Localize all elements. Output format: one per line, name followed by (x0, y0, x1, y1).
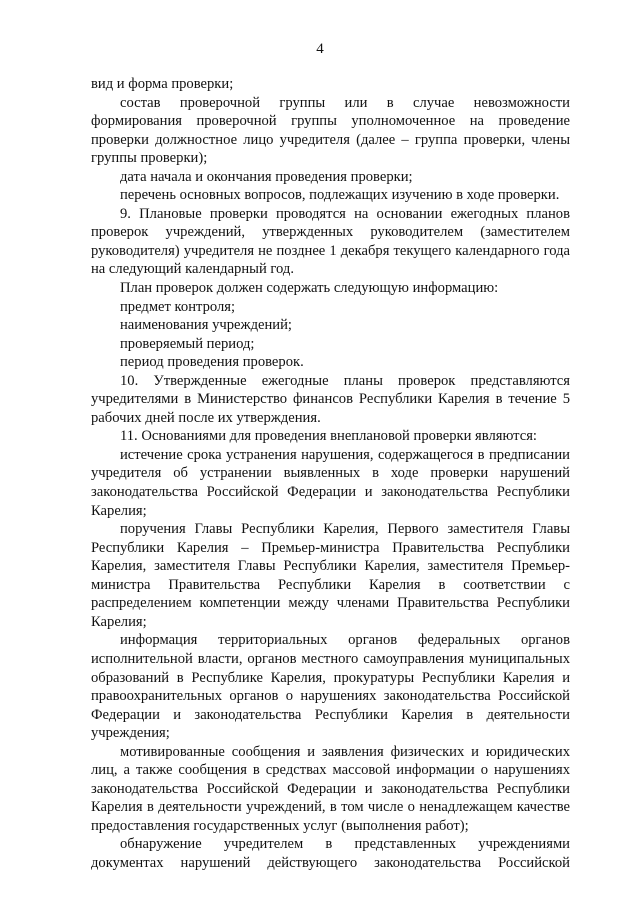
paragraph: обнаружение учредителем в представленных учреждениями документах нарушений действующего законодательства Российской (91, 836, 570, 871)
paragraph: дата начала и окончания проведения проверки; (120, 168, 413, 185)
paragraph: период проведения проверок. (120, 354, 304, 371)
paragraph: предмет контроля; (120, 298, 236, 315)
paragraph: 9. Плановые проверки проводятся на основании ежегодных планов проверок учреждений, утвержденных руководителем (заместителем руководителя) учредителя не позднее 1 декабря текущего календарного года на следующий календарный год. (91, 205, 570, 278)
paragraph: мотивированные сообщения и заявления физических и юридических лиц, а также сообщения в средствах массовой информации о нарушениях законодательства Российской Федерации и законодательства Республики Карелия в деятельности учреждений, в том числе о ненадлежащем качестве предоставления государственных услуг (выполнения работ); (91, 743, 570, 834)
paragraph: истечение срока устранения нарушения, содержащегося в предписании учредителя об устранении выявленных в ходе проверки нарушений законодательства Российской Федерации и законодательства Республики Карелия; (91, 446, 570, 519)
paragraph: 11. Основаниями для проведения внеплановой проверки являются: (120, 428, 537, 445)
paragraph: поручения Главы Республики Карелия, Первого заместителя Главы Республики Карелия – Премьер-министра Правительства Республики Карелия, заместителя Главы Республики Карелия, заместителя Премьер-министра Правительства Республики Карелия в соответствии с распределением компетенции между членами Правительства Республики Карелия; (91, 521, 570, 630)
paragraph: наименования учреждений; (120, 317, 292, 334)
paragraph: вид и форма проверки; (91, 76, 234, 92)
paragraph: проверяемый период; (120, 335, 255, 352)
paragraph: состав проверочной группы или в случае невозможности формирования проверочной группы уполномоченное на проведение проверки должностное лицо учредителя (далее – группа проверки, члены группы проверки); (91, 94, 570, 167)
paragraph: информация территориальных органов федеральных органов исполнительной власти, органов местного самоуправления муниципальных образований в Республике Карелия, прокуратуры Республики Карелия и правоохранительных органов о нарушениях законодательства Российской Федерации и законодательства Республики Карелия в деятельности учреждения; (91, 632, 570, 742)
paragraph: перечень основных вопросов, подлежащих изучению в ходе проверки. (120, 187, 560, 204)
document-body (91, 75, 570, 873)
page-number: 4 (316, 41, 324, 57)
paragraph: 10. Утвержденные ежегодные планы проверок представляются учредителями в Министерство финансов Республики Карелия в течение 5 рабочих дней после их утверждения. (91, 372, 570, 426)
paragraph: План проверок должен содержать следующую информацию: (120, 280, 499, 297)
